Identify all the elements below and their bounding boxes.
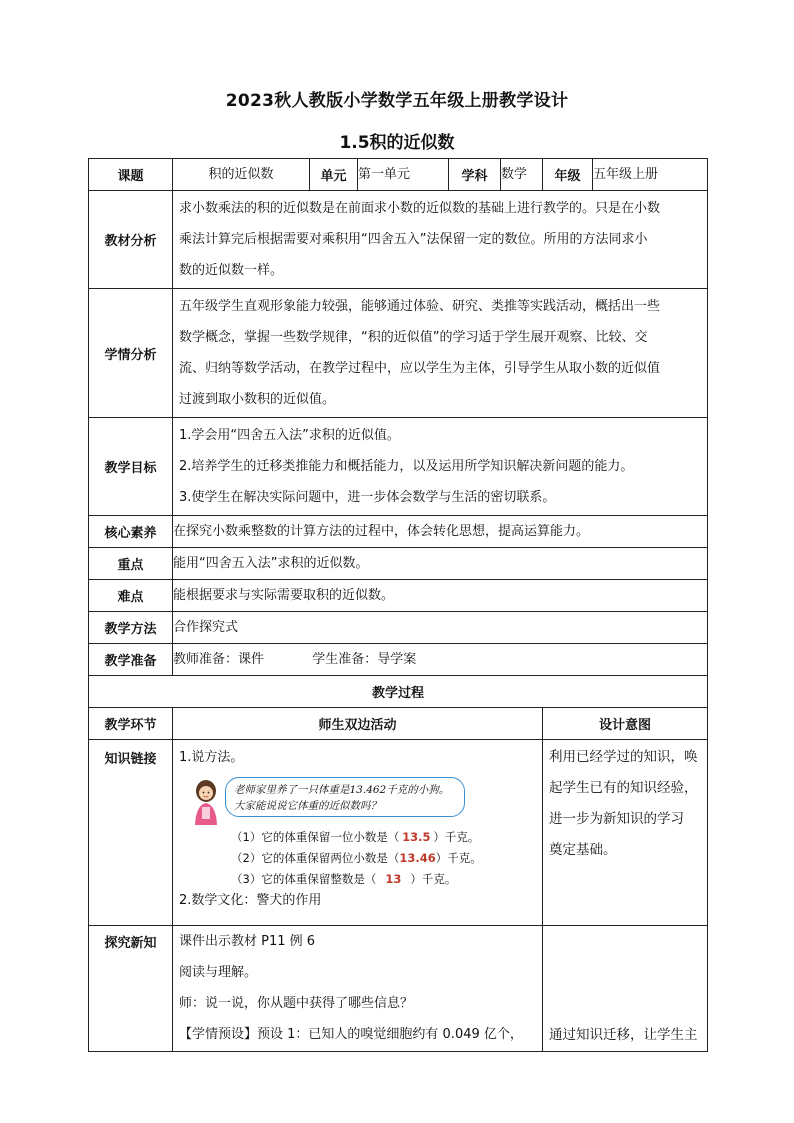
process-columns-row <box>89 708 708 740</box>
student-prep: 学生准备：导学案 <box>312 652 417 667</box>
teaching-goals-label: 教学目标 <box>89 418 173 516</box>
col-intent-label: 设计意图 <box>543 708 708 740</box>
student-line-2: 数学概念，掌握一些数学规律，“积的近似值”的学习适于学生展开观察、比较、交 <box>179 330 648 345</box>
process-header-row <box>89 676 708 708</box>
explore-line-2: 阅读与理解。 <box>179 965 258 980</box>
subject-label: 学科 <box>449 159 501 191</box>
knowledge-link-intent <box>543 740 708 926</box>
link-intent-line-3: 进一步为新知识的学习 <box>549 811 684 827</box>
teaching-method-content: 合作探究式 <box>173 612 708 644</box>
question-3: （3）它的体重保留整数是（ 13 ）千克。 <box>231 872 457 886</box>
explore-line-4: 【学情预设】预设 1：已知人的嗅觉细胞约有 0.049 亿个， <box>179 1027 523 1042</box>
knowledge-link-content <box>173 740 543 926</box>
explore-intent: 通过知识迁移，让学生主 <box>543 926 708 1052</box>
topic-value: 积的近似数 <box>173 159 310 191</box>
dog-weight-illustration <box>179 773 536 885</box>
core-literacy-label: 核心素养 <box>89 516 173 548</box>
teaching-method-row <box>89 612 708 644</box>
textbook-analysis-content <box>173 191 708 289</box>
link-intent-line-1: 利用已经学过的知识，唤 <box>549 749 698 765</box>
textbook-analysis-label: 教材分析 <box>89 191 173 289</box>
subject-value: 数学 <box>501 159 543 191</box>
teacher-avatar-icon <box>189 779 223 827</box>
process-header: 教学过程 <box>89 676 708 708</box>
answer-1: 13.5 <box>402 830 431 844</box>
link-item-2: 2.数学文化：警犬的作用 <box>179 893 322 908</box>
student-line-1: 五年级学生直观形象能力较强，能够通过体验、研究、类推等实践活动，概括出一些 <box>179 299 661 314</box>
teaching-goals-row <box>89 418 708 516</box>
difficulty-content: 能根据要求与实际需要取积的近似数。 <box>173 580 708 612</box>
knowledge-link-label: 知识链接 <box>89 740 173 926</box>
teaching-goals-content <box>173 418 708 516</box>
teaching-prep-row <box>89 644 708 676</box>
document-title: 2023秋人教版小学数学五年级上册教学设计 <box>225 91 569 111</box>
info-row <box>89 159 708 191</box>
grade-label: 年级 <box>543 159 593 191</box>
student-line-3: 流、归纳等数学活动，在教学过程中，应以学生为主体，引导学生从取小数的近似值 <box>179 361 661 376</box>
explore-line-3: 师：说一说，你从题中获得了哪些信息？ <box>179 996 414 1011</box>
goal-line-2: 2.培养学生的迁移类推能力和概括能力，以及运用所学知识解决新问题的能力。 <box>179 459 634 474</box>
key-point-content: 能用“四舍五入法”求积的近似数。 <box>173 548 708 580</box>
teaching-prep-label: 教学准备 <box>89 644 173 676</box>
explore-content <box>173 926 543 1052</box>
textbook-line-1: 求小数乘法的积的近似数是在前面求小数的近似数的基础上进行教学的。只是在小数 <box>179 201 661 216</box>
answer-2: 13.46 <box>399 851 436 865</box>
teacher-speech-bubble: 老师家里养了一只体重是13.462千克的小狗。大家能说说它体重的近似数吗？ <box>225 777 465 817</box>
question-1: （1）它的体重保留一位小数是（ 13.5 ）千克。 <box>231 830 480 844</box>
student-analysis-row <box>89 289 708 418</box>
explore-line-1: 课件出示教材 P11 例 6 <box>179 934 316 949</box>
explore-label: 探究新知 <box>89 926 173 1052</box>
goal-line-3: 3.使学生在解决实际问题中，进一步体会数学与生活的密切联系。 <box>179 490 556 505</box>
unit-label: 单元 <box>310 159 358 191</box>
student-analysis-label: 学情分析 <box>89 289 173 418</box>
unit-value: 第一单元 <box>358 159 449 191</box>
question-2: （2）它的体重保留两位小数是（13.46）千克。 <box>231 851 482 865</box>
link-intent-line-2: 起学生已有的知识经验， <box>549 780 698 796</box>
link-intent-line-4: 奠定基础。 <box>549 842 617 858</box>
teaching-prep-content <box>173 644 708 676</box>
lesson-plan-table <box>88 158 708 1052</box>
goal-line-1: 1.学会用“四舍五入法”求积的近似值。 <box>179 428 400 443</box>
knowledge-link-row <box>89 740 708 926</box>
topic-label: 课题 <box>89 159 173 191</box>
link-item-1: 1.说方法。 <box>179 750 244 765</box>
student-line-4: 过渡到取小数积的近似值。 <box>179 392 336 407</box>
answer-3: 13 <box>385 872 402 886</box>
student-analysis-content <box>173 289 708 418</box>
core-literacy-row <box>89 516 708 548</box>
textbook-line-3: 数的近似数一样。 <box>179 263 284 278</box>
col-activity-label: 师生双边活动 <box>173 708 543 740</box>
textbook-line-2: 乘法计算完后根据需要对乘积用“四舍五入”法保留一定的数位。所用的方法同求小 <box>179 232 648 247</box>
explore-row <box>89 926 708 1052</box>
col-stage-label: 教学环节 <box>89 708 173 740</box>
teaching-method-label: 教学方法 <box>89 612 173 644</box>
core-literacy-content: 在探究小数乘整数的计算方法的过程中，体会转化思想，提高运算能力。 <box>173 516 708 548</box>
lesson-title: 1.5积的近似数 <box>339 133 455 153</box>
key-point-row <box>89 548 708 580</box>
difficulty-label: 难点 <box>89 580 173 612</box>
grade-value: 五年级上册 <box>593 159 708 191</box>
key-point-label: 重点 <box>89 548 173 580</box>
difficulty-row <box>89 580 708 612</box>
textbook-analysis-row <box>89 191 708 289</box>
teacher-prep: 教师准备：课件 <box>173 652 265 667</box>
